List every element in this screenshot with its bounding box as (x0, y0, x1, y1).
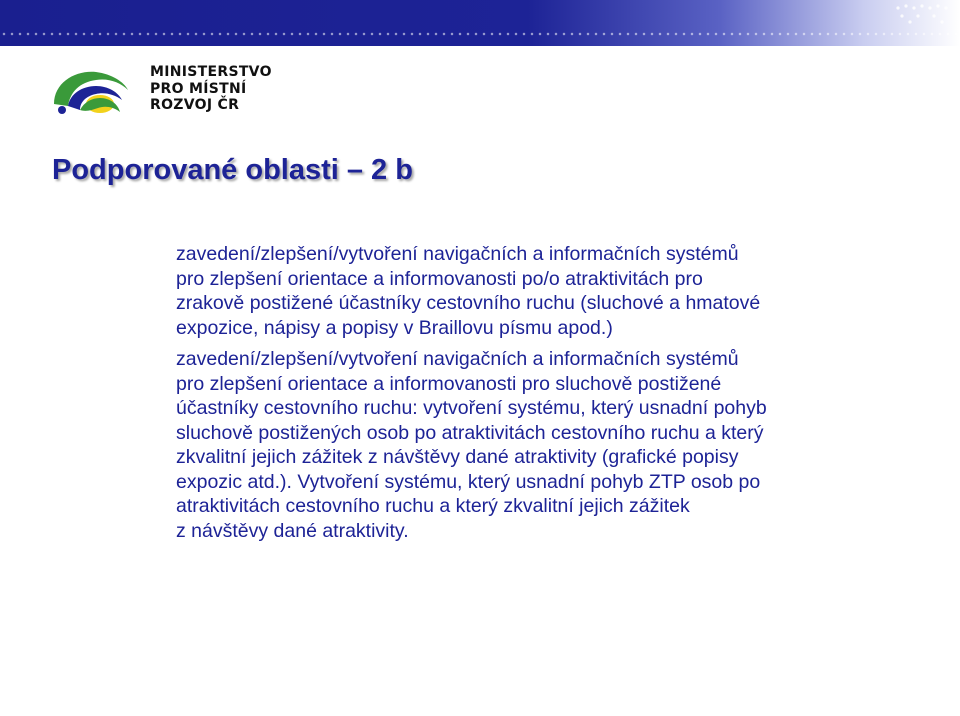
paragraph-line: sluchově postižených osob po atraktivitách cestovního ruchu a který (176, 421, 764, 444)
header-dot-pattern (0, 30, 960, 40)
ministry-logo (50, 60, 280, 118)
mmr-logo-mark-icon (50, 60, 132, 118)
paragraph-line: atraktivitách cestovního ruchu a který zkvalitní jejich zážitek (176, 495, 690, 517)
paragraph-hearing-impairment (176, 347, 916, 543)
header-band (0, 0, 960, 46)
paragraph-line: zavedení/zlepšení/vytvoření navigačních a informačních systémů (176, 243, 739, 265)
paragraph-visual-impairment (176, 242, 916, 340)
paragraph-line: zkvalitní jejich zážitek z návštěvy dané atraktivity (grafické popisy (176, 446, 739, 468)
paragraph-line: z návštěvy dané atraktivity. (176, 519, 409, 542)
ministry-name-line-3: ROZVOJ ČR (150, 97, 240, 113)
page-title: Podporované oblasti – 2 b (52, 154, 413, 186)
paragraph-line: expozice, nápisy a popisy v Braillovu písmu apod.) (176, 316, 613, 339)
paragraph-line: zrakově postižené účastníky cestovního ruchu (sluchové a hmatové (176, 292, 761, 314)
ministry-name-line-2: PRO MÍSTNÍ (150, 80, 247, 97)
eu-stars-icon (892, 2, 952, 28)
paragraph-line: expozic atd.). Vytvoření systému, který usnadní pohyb ZTP osob po (176, 470, 761, 493)
paragraph-line: zavedení/zlepšení/vytvoření navigačních a informačních systémů (176, 348, 739, 370)
paragraph-line: účastníky cestovního ruchu: vytvoření systému, který usnadní pohyb (176, 397, 767, 419)
paragraph-line: pro zlepšení orientace a informovanosti pro sluchově postižené (176, 372, 722, 395)
ministry-name-line-1: MINISTERSTVO (150, 64, 272, 80)
ministry-name (150, 64, 272, 114)
paragraph-line: pro zlepšení orientace a informovanosti po/o atraktivitách pro (176, 267, 703, 290)
